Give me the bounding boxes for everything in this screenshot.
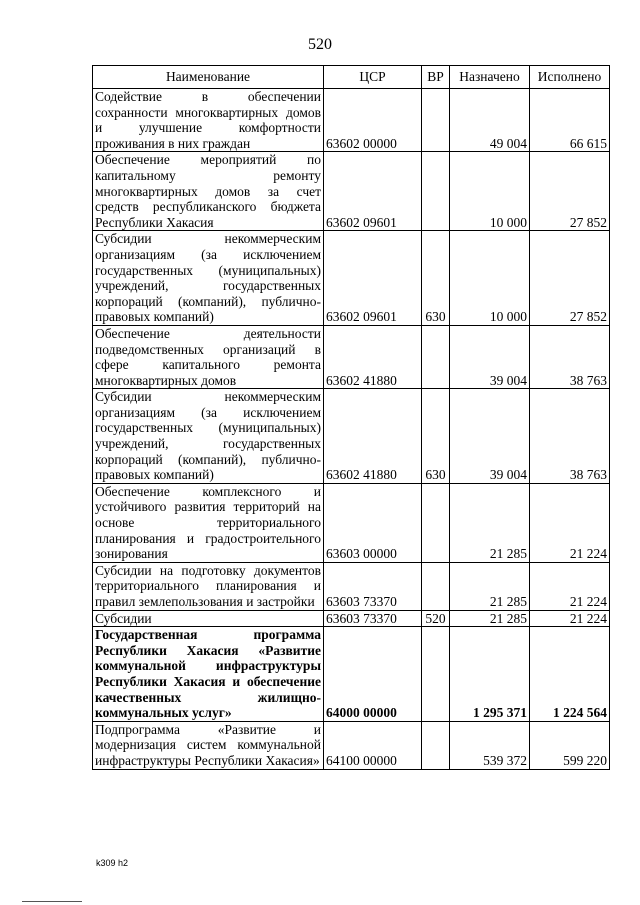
row-executed-cell: 21 224: [530, 562, 610, 610]
row-vr-cell: [422, 627, 450, 722]
header-name: Наименование: [93, 66, 324, 89]
header-vr: ВР: [422, 66, 450, 89]
row-assigned-cell: 39 004: [450, 389, 530, 484]
row-vr-cell: [422, 721, 450, 769]
row-name-cell: Обеспечение деятельности подведомственных организаций в сфере капитального ремонта многоквартирных домов: [93, 325, 324, 388]
row-executed-cell: 21 224: [530, 483, 610, 562]
row-assigned-cell: 539 372: [450, 721, 530, 769]
row-assigned-cell: 39 004: [450, 325, 530, 388]
row-assigned-cell: 10 000: [450, 152, 530, 231]
row-csr-cell: 63602 41880: [324, 389, 422, 484]
header-executed: Исполнено: [530, 66, 610, 89]
bottom-divider: [22, 901, 82, 902]
row-assigned-cell: 21 285: [450, 483, 530, 562]
row-name-cell: Субсидии некоммерческим организациям (за исключением государственных (муниципальных) учреждений, государственных корпораций (компаний), публично-правовых компаний): [93, 389, 324, 484]
row-csr-cell: 64100 00000: [324, 721, 422, 769]
table-row: [93, 231, 610, 326]
row-name-cell: Обеспечение комплексного и устойчивого развития территорий на основе территориального планирования и градостроительного зонирования: [93, 483, 324, 562]
row-assigned-cell: 1 295 371: [450, 627, 530, 722]
header-csr: ЦСР: [324, 66, 422, 89]
table-row: [93, 562, 610, 610]
budget-table: [92, 65, 610, 770]
row-csr-cell: 63602 09601: [324, 231, 422, 326]
footer-code: k309 h2: [96, 858, 129, 868]
row-name-cell: Содействие в обеспечении сохранности многоквартирных домов и улучшение комфортности проживания в них граждан: [93, 89, 324, 152]
row-csr-cell: 63602 00000: [324, 89, 422, 152]
row-csr-cell: 63603 00000: [324, 483, 422, 562]
row-assigned-cell: 21 285: [450, 562, 530, 610]
row-name-cell: Государственная программа Республики Хакасия «Развитие коммунальной инфраструктуры Республики Хакасия и обеспечение качественных жилищно-коммунальных услуг»: [93, 627, 324, 722]
row-executed-cell: 27 852: [530, 152, 610, 231]
table-row: [93, 325, 610, 388]
table-row: [93, 483, 610, 562]
row-vr-cell: [422, 562, 450, 610]
row-vr-cell: 520: [422, 610, 450, 627]
row-csr-cell: 64000 00000: [324, 627, 422, 722]
row-vr-cell: [422, 325, 450, 388]
table-row: [93, 152, 610, 231]
row-assigned-cell: 49 004: [450, 89, 530, 152]
table-row: [93, 89, 610, 152]
row-csr-cell: 63603 73370: [324, 610, 422, 627]
row-name-cell: Субсидии на подготовку документов территориального планирования и правил землепользования и застройки: [93, 562, 324, 610]
table-body: [93, 89, 610, 770]
row-csr-cell: 63602 41880: [324, 325, 422, 388]
row-executed-cell: 1 224 564: [530, 627, 610, 722]
row-assigned-cell: 10 000: [450, 231, 530, 326]
row-csr-cell: 63603 73370: [324, 562, 422, 610]
table-row: [93, 610, 610, 627]
table-header-row: [93, 66, 610, 89]
row-executed-cell: 38 763: [530, 325, 610, 388]
table-row: [93, 389, 610, 484]
page-number: 520: [308, 36, 332, 53]
row-name-cell: Субсидии некоммерческим организациям (за исключением государственных (муниципальных) учреждений, государственных корпораций (компаний), публично-правовых компаний): [93, 231, 324, 326]
row-vr-cell: 630: [422, 389, 450, 484]
row-name-cell: Подпрограмма «Развитие и модернизация систем коммунальной инфраструктуры Республики Хакасия»: [93, 721, 324, 769]
row-name-cell: Субсидии: [93, 610, 324, 627]
row-name-cell: Обеспечение мероприятий по капитальному ремонту многоквартирных домов за счет средств республиканского бюджета Республики Хакасия: [93, 152, 324, 231]
row-vr-cell: [422, 152, 450, 231]
table-row: [93, 721, 610, 769]
row-executed-cell: 21 224: [530, 610, 610, 627]
row-vr-cell: [422, 483, 450, 562]
row-csr-cell: 63602 09601: [324, 152, 422, 231]
header-assigned: Назначено: [450, 66, 530, 89]
row-executed-cell: 599 220: [530, 721, 610, 769]
row-vr-cell: [422, 89, 450, 152]
row-executed-cell: 38 763: [530, 389, 610, 484]
row-assigned-cell: 21 285: [450, 610, 530, 627]
table-row: [93, 627, 610, 722]
row-executed-cell: 66 615: [530, 89, 610, 152]
row-vr-cell: 630: [422, 231, 450, 326]
row-executed-cell: 27 852: [530, 231, 610, 326]
